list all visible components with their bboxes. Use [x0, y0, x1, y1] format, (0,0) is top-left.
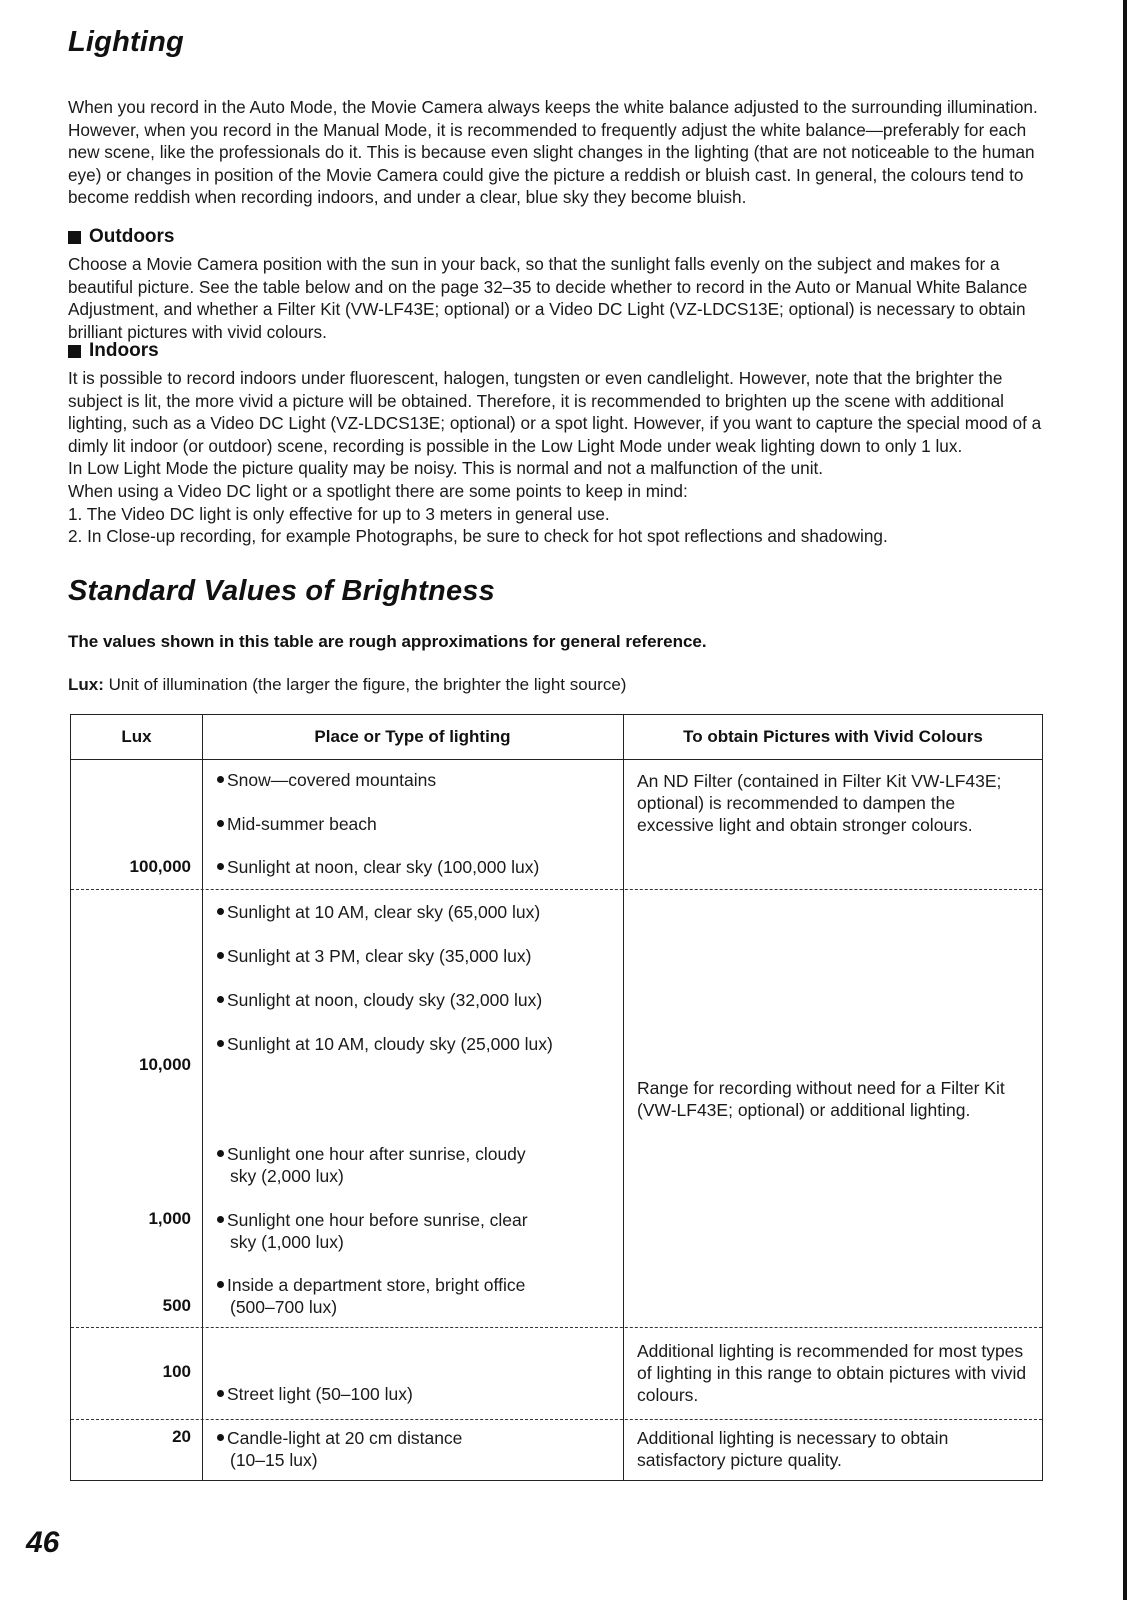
- header-place: Place or Type of lighting: [314, 727, 511, 746]
- place-text: Sunlight one hour before sunrise, clear: [227, 1210, 528, 1230]
- brightness-title: Standard Values of Brightness: [68, 575, 495, 607]
- bullet-icon: [217, 952, 224, 959]
- bullet-icon: [217, 908, 224, 915]
- page-edge-rule: [1123, 0, 1127, 1600]
- header-lux: Lux: [121, 727, 152, 746]
- lux-definition: Unit of illumination (the larger the figure, the brighter the light source): [108, 675, 627, 694]
- place-item: [217, 1383, 617, 1405]
- lux-value: 1,000: [148, 1209, 191, 1228]
- indoors-line2: In Low Light Mode the picture quality may be noisy. This is normal and not a malfunction of the unit.: [68, 458, 824, 479]
- place-text: Sunlight at 10 AM, clear sky (65,000 lux): [227, 902, 541, 922]
- place-text: Mid-summer beach: [227, 814, 377, 834]
- place-item: [217, 1209, 617, 1253]
- lighting-title: Lighting: [68, 26, 184, 58]
- square-bullet-icon: [68, 231, 81, 244]
- lux-value: 10,000: [139, 1055, 191, 1074]
- place-text-cont: (500–700 lux): [230, 1297, 338, 1317]
- header-vivid: To obtain Pictures with Vivid Colours: [683, 727, 983, 746]
- indoors-heading-label: Indoors: [89, 340, 159, 361]
- lighting-intro: When you record in the Auto Mode, the Movie Camera always keeps the white balance adjusted to the surrounding illumination. However, when you record in the Manual Mode, it is recommended to frequently adjust the white balance—preferably for each new scene, like the professionals do it. This is because even slight changes in the lighting (that are not noticeable to the human eye) or changes in position of the Movie Camera could give the picture a reddish or bluish cast. In general, the colours tend to become reddish when recording indoors, and under a clear, blue sky they become bluish.: [68, 97, 1038, 208]
- bullet-icon: [217, 1150, 224, 1157]
- place-text: Sunlight at 3 PM, clear sky (35,000 lux): [227, 946, 532, 966]
- vivid-note: Additional lighting is recommended for most types of lighting in this range to obtain pictures with vivid colours.: [637, 1341, 1027, 1405]
- indoors-body: [68, 367, 1043, 548]
- square-bullet-icon: [68, 345, 81, 358]
- place-text: Sunlight one hour after sunrise, cloudy: [227, 1144, 526, 1164]
- place-text: Candle-light at 20 cm distance: [227, 1428, 463, 1448]
- lux-label: Lux:: [68, 675, 104, 694]
- header-divider: [71, 759, 1042, 760]
- bullet-icon: [217, 1216, 224, 1223]
- place-item: [217, 901, 617, 923]
- place-text: Sunlight at noon, clear sky (100,000 lux): [227, 857, 540, 877]
- outdoors-heading-label: Outdoors: [89, 226, 175, 247]
- place-item: [217, 856, 617, 878]
- brightness-table: [70, 714, 1043, 1481]
- bullet-icon: [217, 820, 224, 827]
- place-item: [217, 1033, 617, 1055]
- vivid-note: Range for recording without need for a Filter Kit (VW-LF43E; optional) or additional lighting.: [637, 1078, 1005, 1120]
- bullet-icon: [217, 776, 224, 783]
- outdoors-text: Choose a Movie Camera position with the sun in your back, so that the sunlight falls evenly on the subject and makes for a beautiful picture. See the table below and on the page 32–35 to decide whether to record in the Auto or Manual White Balance Adjustment, and whether a Filter Kit (VW-LF43E; optional) or a Video DC Light (VZ-LDCS13E; optional) is necessary to obtain brilliant pictures with vivid colours.: [68, 254, 1028, 342]
- vivid-note: Additional lighting is necessary to obtain satisfactory picture quality.: [637, 1428, 949, 1470]
- indoors-point2: 2. In Close-up recording, for example Photographs, be sure to check for hot spot reflections and shadowing.: [68, 526, 888, 547]
- range-divider: [71, 1419, 1042, 1420]
- lux-value: 100,000: [129, 857, 191, 876]
- lux-value: 500: [162, 1296, 191, 1315]
- place-text-cont: sky (1,000 lux): [230, 1232, 344, 1252]
- place-item: [217, 813, 617, 835]
- range-divider: [71, 889, 1042, 890]
- place-item: [217, 945, 617, 967]
- page-number: 46: [26, 1526, 60, 1559]
- lux-value: 100: [162, 1362, 191, 1381]
- lux-definition-line: [68, 675, 626, 695]
- vivid-note: An ND Filter (contained in Filter Kit VW-LF43E; optional) is recommended to dampen the excessive light and obtain stronger colours.: [637, 771, 1002, 835]
- place-item: [217, 1143, 617, 1187]
- place-text: Street light (50–100 lux): [227, 1384, 413, 1404]
- outdoors-heading: [68, 226, 175, 248]
- place-item: [217, 769, 617, 791]
- brightness-note: The values shown in this table are rough approximations for general reference.: [68, 632, 707, 651]
- place-text: Snow—covered mountains: [227, 770, 437, 790]
- bullet-icon: [217, 1390, 224, 1397]
- indoors-heading: [68, 340, 159, 362]
- indoors-point1: 1. The Video DC light is only effective for up to 3 meters in general use.: [68, 503, 610, 524]
- bullet-icon: [217, 996, 224, 1003]
- place-item: [217, 1274, 617, 1318]
- bullet-icon: [217, 1040, 224, 1047]
- place-text-cont: (10–15 lux): [230, 1450, 318, 1470]
- lux-value: 20: [172, 1427, 191, 1446]
- indoors-text: It is possible to record indoors under fluorescent, halogen, tungsten or even candlelight. However, note that the brighter the subject is lit, the more vivid a picture will be obtained. Therefore, it is recommended to brighten up the scene with additional lighting, such as a Video DC Light (VZ-LDCS13E; optional) or a spot light. However, if you want to capture the special mood of a dimly lit indoor (or outdoor) scene, recording is possible in the Low Light Mode under weak lighting down to only 1 lux.: [68, 368, 1042, 456]
- bullet-icon: [217, 863, 224, 870]
- place-text: Sunlight at noon, cloudy sky (32,000 lux): [227, 990, 543, 1010]
- range-divider: [71, 1327, 1042, 1328]
- column-divider: [623, 715, 624, 1480]
- column-divider: [202, 715, 203, 1480]
- bullet-icon: [217, 1281, 224, 1288]
- bullet-icon: [217, 1434, 224, 1441]
- indoors-line3: When using a Video DC light or a spotlight there are some points to keep in mind:: [68, 480, 688, 501]
- place-text: Inside a department store, bright office: [227, 1275, 526, 1295]
- place-text-cont: sky (2,000 lux): [230, 1166, 344, 1186]
- place-item: [217, 989, 617, 1011]
- place-text: Sunlight at 10 AM, cloudy sky (25,000 lux): [227, 1034, 553, 1054]
- place-item: [217, 1427, 617, 1471]
